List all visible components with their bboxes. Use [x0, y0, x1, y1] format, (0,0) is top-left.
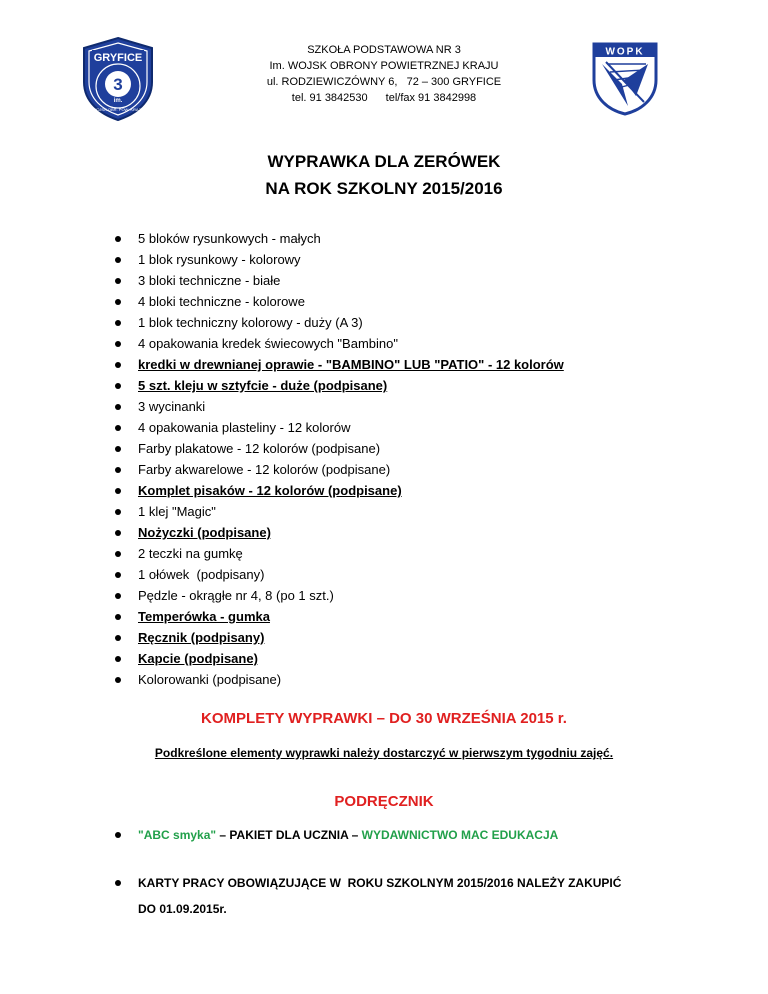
school-address: ul. RODZIEWICZÓWNY 6, 72 – 300 GRYFICE — [266, 76, 502, 88]
list-item: 1 blok techniczny kolorowy - duży (A 3) — [112, 312, 564, 333]
workbook-item — [112, 870, 621, 922]
logo-left-mid-text: im. — [113, 98, 123, 104]
textbook-item — [112, 822, 621, 848]
school-logo-left — [80, 36, 156, 122]
school-fax: tel/fax 91 3842998 — [385, 92, 477, 104]
textbook-title: "ABC smyka" — [138, 828, 217, 842]
list-item: 3 wycinanki — [112, 396, 564, 417]
list-item: 3 bloki techniczne - białe — [112, 270, 564, 291]
list-item: 1 ołówek (podpisany) — [112, 564, 564, 585]
list-item-underlined: kredki w drewnianej oprawie - "BAMBINO" LUB "PATIO" - 12 kolorów — [112, 354, 564, 375]
underlined-items-note: Podkreślone elementy wyprawki należy dostarczyć w pierwszym tygodniu zajęć. — [154, 746, 614, 760]
logo-left-top-text: GRYFICE — [93, 52, 143, 64]
list-item: 2 teczki na gumkę — [112, 543, 564, 564]
logo-left-number: 3 — [113, 75, 123, 94]
school-info — [200, 42, 568, 106]
letterhead — [0, 0, 768, 120]
list-item: Farby akwarelowe - 12 kolorów (podpisane) — [112, 459, 564, 480]
list-item: 5 bloków rysunkowych - małych — [112, 228, 564, 249]
list-item: 4 opakowania kredek świecowych "Bambino" — [112, 333, 564, 354]
textbook-section-title: PODRĘCZNIK — [334, 793, 434, 810]
logo-left-ring-text: WOJSK OBR. POW. KRAJU — [92, 107, 144, 112]
list-item: Kolorowanki (podpisane) — [112, 669, 564, 690]
list-item-underlined: Komplet pisaków - 12 kolorów (podpisane) — [112, 480, 564, 501]
textbook-package: – PAKIET DLA UCZNIA – — [216, 828, 362, 842]
list-item: 4 opakowania plasteliny - 12 kolorów — [112, 417, 564, 438]
list-item-underlined: 5 szt. kleju w sztyfcie - duże (podpisane) — [112, 375, 564, 396]
school-patron: Im. WOJSK OBRONY POWIETRZNEJ KRAJU — [269, 60, 499, 72]
textbook-publisher: WYDAWNICTWO MAC EDUKACJA — [361, 828, 559, 842]
textbook-list — [112, 822, 621, 922]
school-phone: tel. 91 3842530 — [291, 92, 368, 104]
workbook-line-2: DO 01.09.2015r. — [138, 902, 227, 916]
list-item: Farby plakatowe - 12 kolorów (podpisane) — [112, 438, 564, 459]
list-item-underlined: Nożyczki (podpisane) — [112, 522, 564, 543]
workbook-line-1: KARTY PRACY OBOWIĄZUJĄCE W ROKU SZKOLNYM 2015/2016 NALEŻY ZAKUPIĆ — [138, 876, 622, 890]
title-line-2: NA ROK SZKOLNY 2015/2016 — [265, 179, 503, 198]
school-phones — [200, 90, 568, 106]
document-title — [0, 148, 768, 202]
list-item-underlined: Temperówka - gumka — [112, 606, 564, 627]
wopk-logo-right — [588, 40, 662, 116]
deadline-notice: KOMPLETY WYPRAWKI – DO 30 WRZEŚNIA 2015 r. — [201, 710, 567, 727]
list-item: Pędzle - okrągłe nr 4, 8 (po 1 szt.) — [112, 585, 564, 606]
logo-right-text: WOPK — [605, 46, 645, 58]
school-name: SZKOŁA PODSTAWOWA NR 3 — [307, 44, 461, 56]
title-line-1: WYPRAWKA DLA ZERÓWEK — [267, 152, 501, 171]
list-item: 1 klej "Magic" — [112, 501, 564, 522]
list-item-underlined: Kapcie (podpisane) — [112, 648, 564, 669]
list-item: 1 blok rysunkowy - kolorowy — [112, 249, 564, 270]
list-item: 4 bloki techniczne - kolorowe — [112, 291, 564, 312]
list-item-underlined: Ręcznik (podpisany) — [112, 627, 564, 648]
supplies-list — [112, 228, 564, 690]
